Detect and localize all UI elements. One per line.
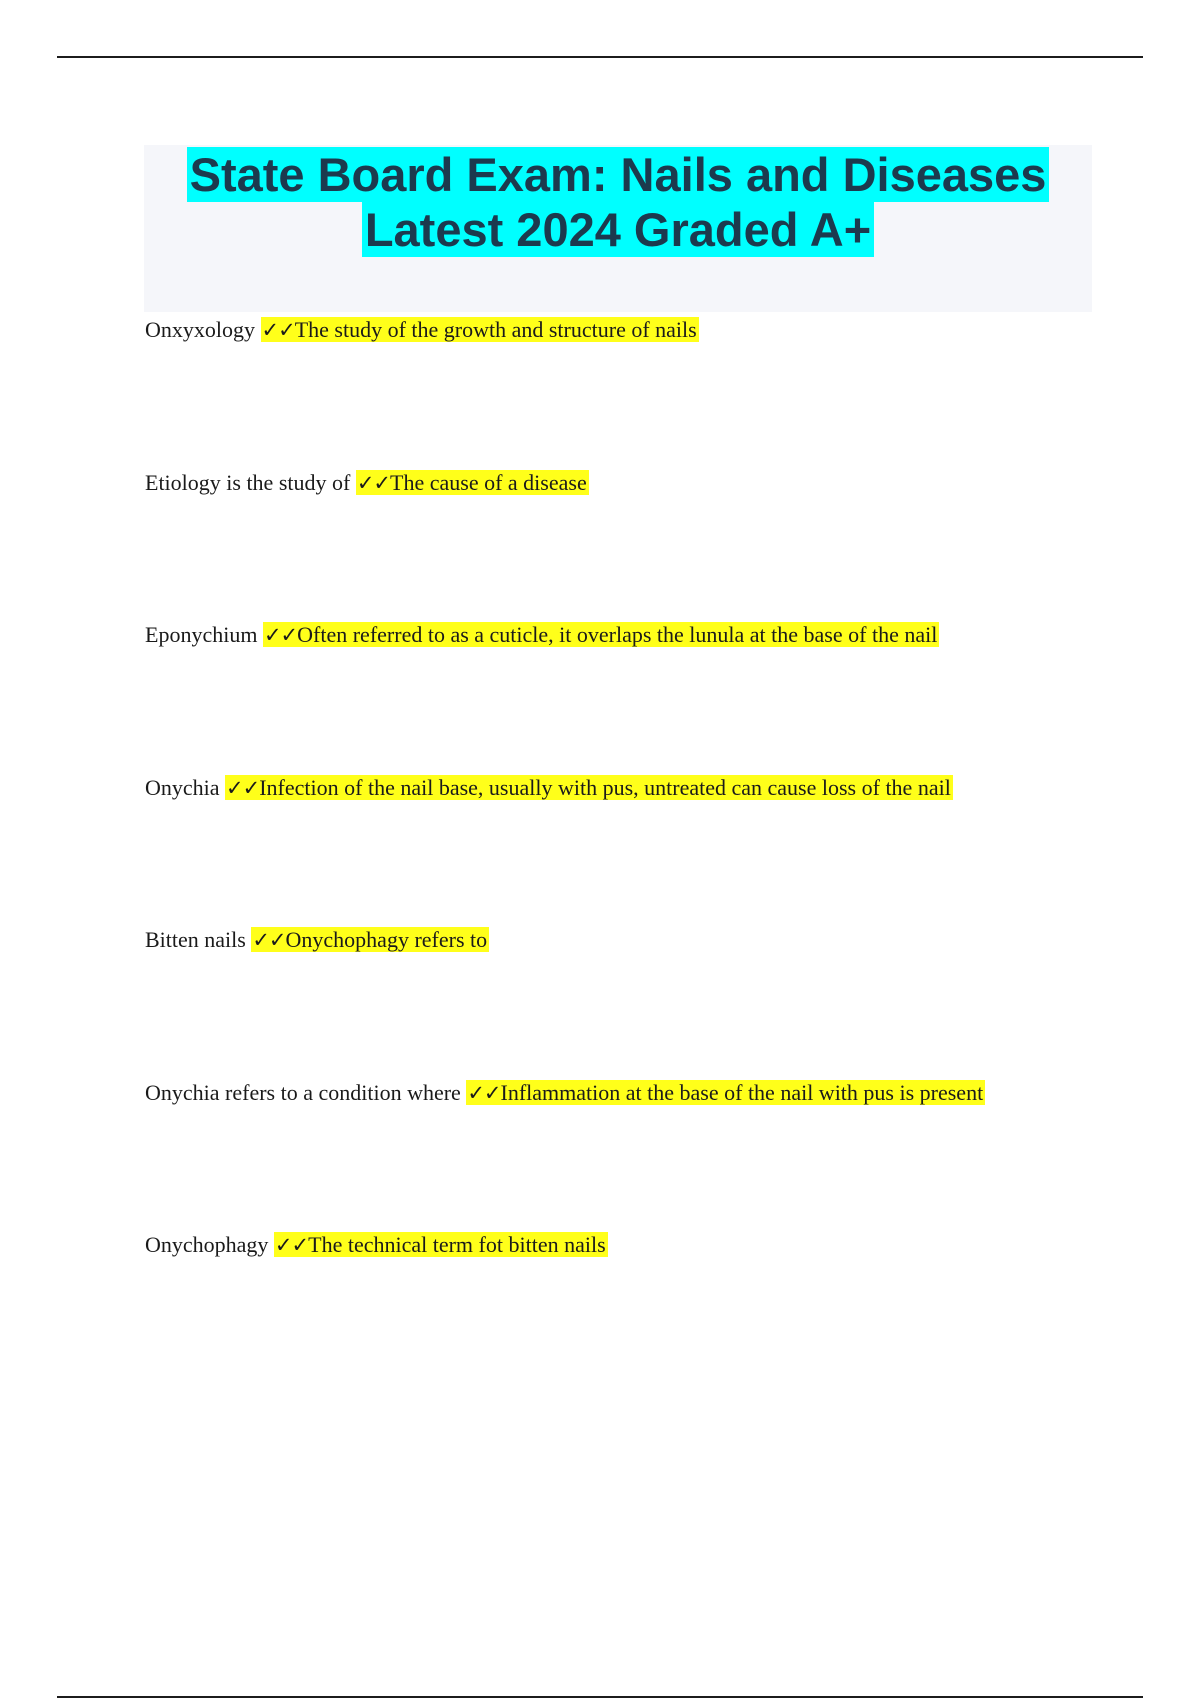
- qa-term: Eponychium: [145, 622, 258, 647]
- double-check-icon: ✓✓: [356, 471, 391, 495]
- top-rule: [57, 56, 1143, 58]
- qa-item-6: [145, 1078, 985, 1108]
- qa-answer: [261, 317, 699, 342]
- double-check-icon: ✓✓: [252, 928, 286, 952]
- double-check-icon: ✓✓: [263, 623, 298, 647]
- qa-term: Onxyxology: [145, 317, 255, 342]
- qa-term: Etiology is the study of: [145, 470, 351, 495]
- qa-item-3: [145, 620, 939, 650]
- qa-term: Bitten nails: [145, 927, 246, 952]
- qa-term: Onychophagy: [145, 1232, 269, 1257]
- qa-answer-text: Often referred to as a cuticle, it overlaps the lunula at the base of the nail: [297, 622, 938, 647]
- double-check-icon: ✓✓: [226, 776, 260, 800]
- title-block: [144, 145, 1092, 312]
- qa-answer: [251, 927, 489, 952]
- qa-term: Onychia refers to a condition where: [145, 1080, 461, 1105]
- qa-answer-text: Onychophagy refers to: [285, 927, 488, 952]
- qa-item-1: [145, 315, 699, 345]
- qa-item-4: [145, 773, 953, 803]
- qa-answer-text: The technical term fot bitten nails: [308, 1232, 606, 1257]
- qa-item-7: [145, 1230, 608, 1260]
- title-line-1: State Board Exam: Nails and Diseases: [187, 147, 1050, 202]
- qa-answer: [356, 470, 589, 495]
- qa-answer: [466, 1080, 985, 1105]
- double-check-icon: ✓✓: [467, 1081, 501, 1105]
- double-check-icon: ✓✓: [274, 1233, 309, 1257]
- qa-answer-text: Inflammation at the base of the nail with pus is present: [500, 1080, 984, 1105]
- qa-answer: [274, 1232, 608, 1257]
- qa-item-2: [145, 468, 589, 498]
- bottom-rule: [57, 1696, 1143, 1698]
- qa-item-5: [145, 925, 489, 955]
- double-check-icon: ✓✓: [261, 318, 295, 342]
- title-line-2: Latest 2024 Graded A+: [362, 202, 874, 257]
- qa-answer-text: The study of the growth and structure of nails: [294, 317, 697, 342]
- qa-answer-text: Infection of the nail base, usually with pus, untreated can cause loss of the nail: [259, 775, 951, 800]
- qa-answer: [263, 622, 939, 647]
- qa-term: Onychia: [145, 775, 220, 800]
- qa-answer: [225, 775, 953, 800]
- qa-answer-text: The cause of a disease: [390, 470, 587, 495]
